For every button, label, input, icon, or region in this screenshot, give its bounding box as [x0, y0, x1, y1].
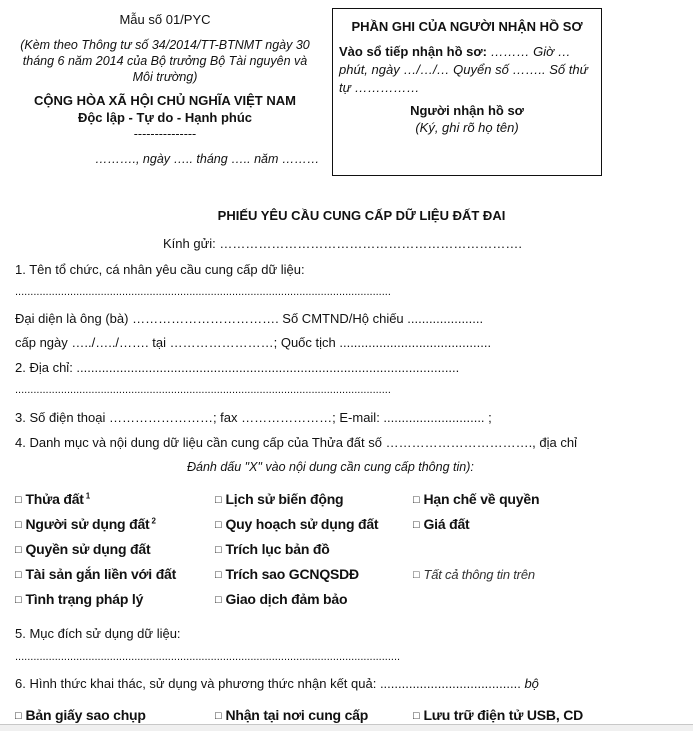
footnote-marker: 1	[83, 491, 91, 501]
header-separator: ---------------	[133, 127, 197, 141]
option-han-che-ve-quyen[interactable]	[413, 491, 539, 507]
option-label: Giá đất	[423, 516, 470, 532]
option-ban-giay-sao-chup[interactable]	[15, 707, 146, 723]
receipt-entry-line1	[339, 44, 571, 59]
id-issue-field[interactable]: cấp ngày …../…../……. tại ……………………; Quốc tịch ..........................................	[15, 335, 492, 350]
checkbox-icon[interactable]: □	[413, 569, 420, 581]
attached-note-line2: tháng 6 năm 2014 của Bộ trưởng Bộ Tài nguyên và	[22, 54, 308, 68]
option-label: Người sử dụng đất	[25, 516, 150, 532]
checkbox-icon[interactable]: □	[15, 710, 22, 722]
question-5-label: 5. Mục đích sử dụng dữ liệu:	[15, 626, 181, 641]
option-label: Tài sản gắn liền với đất	[25, 566, 177, 582]
option-label: Trích lục bản đồ	[225, 541, 330, 557]
option-quy-hoach-su-dung-dat[interactable]	[215, 516, 378, 532]
option-label: Lưu trữ điện tử USB, CD	[423, 707, 584, 723]
option-quyen-su-dung-dat[interactable]	[15, 541, 150, 557]
receipt-entry-line2: phút, ngày …/…/… Quyển số …….. Số thứ	[339, 62, 588, 77]
checkbox-icon[interactable]: □	[215, 519, 222, 531]
option-label: Quy hoạch sử dụng đất	[225, 516, 379, 532]
checkbox-icon[interactable]: □	[15, 519, 22, 531]
option-tat-ca-thong-tin-tren[interactable]	[413, 567, 535, 582]
option-trich-luc-ban-do[interactable]	[215, 541, 330, 557]
option-label: Thửa đất	[25, 491, 84, 507]
receipt-entry-time: ……… Giờ …	[486, 44, 571, 59]
receiver-record-box	[332, 8, 602, 176]
receipt-entry-label: Vào sổ tiếp nhận hồ sơ:	[339, 44, 487, 59]
receiver-box-title: PHẦN GHI CỦA NGƯỜI NHẬN HỒ SƠ	[351, 19, 583, 34]
option-label: Trích sao GCNQSDĐ	[225, 566, 359, 582]
org-name-field[interactable]: ...........................................................................................................................	[15, 286, 391, 298]
checkbox-icon[interactable]: □	[413, 519, 420, 531]
question-4-note: Đánh dấu "X" vào nội dung cần cung cấp thông tin):	[187, 460, 474, 474]
national-motto: Độc lập - Tự do - Hạnh phúc	[77, 110, 253, 125]
country-name: CỘNG HÒA XÃ HỘI CHỦ NGHĨA VIỆT NAM	[34, 93, 296, 108]
question-4-label[interactable]: 4. Danh mục và nội dung dữ liệu cần cung cấp của Thửa đất số ……………………………., địa chỉ	[15, 435, 577, 450]
option-tinh-trang-phap-ly[interactable]	[15, 591, 143, 607]
option-nhan-tai-noi-cung-cap[interactable]	[215, 707, 368, 723]
option-label: Tình trạng pháp lý	[25, 591, 144, 607]
checkbox-icon[interactable]: □	[413, 494, 420, 506]
question-6-text: 6. Hình thức khai thác, sử dụng và phương thức nhận kết quả: .......................................	[15, 676, 521, 691]
question-6-label[interactable]	[15, 676, 539, 691]
checkbox-icon[interactable]: □	[15, 569, 22, 581]
form-code: Mẫu số 01/PYC	[119, 12, 211, 27]
question-6-suffix: bộ	[524, 676, 539, 691]
form-title: PHIẾU YÊU CẦU CUNG CẤP DỮ LIỆU ĐẤT ĐAI	[217, 208, 506, 223]
attached-note-line3: Môi trường)	[132, 70, 198, 84]
checkbox-icon[interactable]: □	[15, 494, 22, 506]
question-1-label: 1. Tên tổ chức, cá nhân yêu cầu cung cấp dữ liệu:	[15, 262, 305, 277]
option-gia-dat[interactable]	[413, 516, 470, 532]
option-label: Nhận tại nơi cung cấp	[225, 707, 369, 723]
option-thua-dat[interactable]	[15, 491, 90, 507]
attached-note-line1: (Kèm theo Thông tư số 34/2014/TT-BTNMT ngày 30	[20, 38, 310, 52]
checkbox-icon[interactable]: □	[215, 544, 222, 556]
option-label: Tất cả thông tin trên	[423, 567, 535, 582]
footnote-marker: 2	[149, 516, 156, 526]
representative-field[interactable]: Đại diện là ông (bà) ……………………………. Số CMTND/Hộ chiếu .....................	[15, 311, 484, 326]
address-field-cont[interactable]: ...........................................................................................................................	[15, 384, 391, 396]
checkbox-icon[interactable]: □	[215, 569, 222, 581]
purpose-field[interactable]: ..............................................................................................................................	[15, 651, 401, 663]
option-label: Bản giấy sao chụp	[25, 707, 146, 723]
option-tai-san-gan-lien-voi-dat[interactable]	[15, 566, 176, 582]
checkbox-icon[interactable]: □	[15, 544, 22, 556]
checkbox-icon[interactable]: □	[15, 594, 22, 606]
option-trich-sao-gcnqsdd[interactable]	[215, 566, 359, 582]
checkbox-icon[interactable]: □	[215, 594, 222, 606]
checkbox-icon[interactable]: □	[413, 710, 420, 722]
addressee-field[interactable]: Kính gửi: …………………………………………………………….	[163, 236, 523, 251]
option-giao-dich-dam-bao[interactable]	[215, 591, 347, 607]
option-label: Hạn chế về quyền	[423, 491, 540, 507]
receipt-entry-line3: tự ……………	[339, 80, 420, 95]
option-label: Giao dịch đảm bảo	[225, 591, 348, 607]
contact-field[interactable]: 3. Số điện thoại ……………………; fax …………………; E-mail: ............................ ;	[15, 410, 492, 425]
option-nguoi-su-dung-dat[interactable]	[15, 516, 156, 532]
receiver-signer: Người nhận hồ sơ	[410, 103, 524, 118]
address-field[interactable]: 2. Địa chỉ: ..........................................................................................................	[15, 360, 460, 375]
checkbox-icon[interactable]: □	[215, 494, 222, 506]
option-lich-su-bien-dong[interactable]	[215, 491, 343, 507]
option-luu-tru-dien-tu-usb-cd[interactable]	[413, 707, 583, 723]
option-label: Quyền sử dụng đất	[25, 541, 151, 557]
receiver-signer-note: (Ký, ghi rõ họ tên)	[415, 120, 519, 135]
date-line: ………., ngày ….. tháng ….. năm ………	[95, 152, 320, 166]
option-label: Lịch sử biến động	[225, 491, 344, 507]
checkbox-icon[interactable]: □	[215, 710, 222, 722]
